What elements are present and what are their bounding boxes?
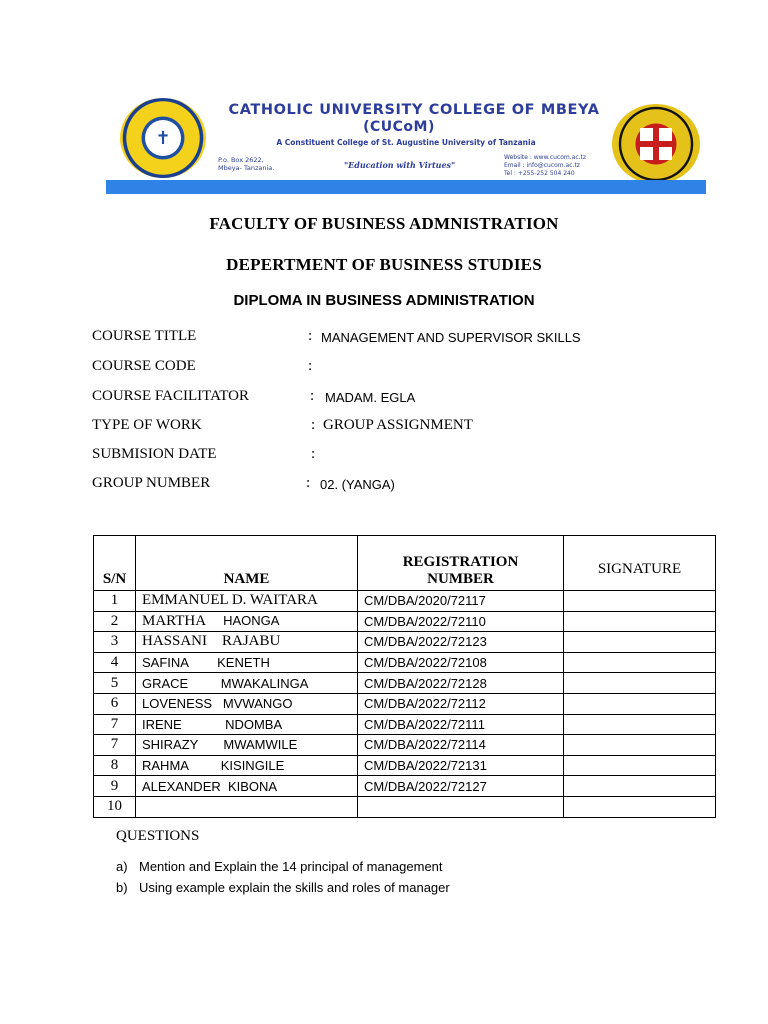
table-row <box>94 735 716 756</box>
header-signature: SIGNATURE <box>564 536 716 591</box>
row-name-last: HAONGA <box>223 613 280 629</box>
table-row <box>94 632 716 653</box>
faculty-heading: FACULTY OF BUSINESS ADMNISTRATION <box>209 214 559 233</box>
row-signature[interactable] <box>564 796 716 817</box>
row-sn: 10 <box>94 796 136 817</box>
table-row <box>94 755 716 776</box>
row-reg: CM/DBA/2020/72117 <box>358 591 564 612</box>
question-item <box>116 880 450 895</box>
colon: : <box>311 446 316 462</box>
saut-seal-icon <box>612 104 700 184</box>
work-type-value: GROUP ASSIGNMENT <box>323 417 473 433</box>
header-name: NAME <box>136 536 358 591</box>
course-code-row <box>92 358 692 378</box>
colon: : <box>311 417 316 433</box>
table-row <box>94 673 716 694</box>
college-name: CATHOLIC UNIVERSITY COLLEGE OF MBEYA <box>228 102 600 118</box>
course-title-label: COURSE TITLE <box>92 328 197 344</box>
row-signature[interactable] <box>564 611 716 632</box>
row-sn: 5 <box>94 673 136 694</box>
row-signature[interactable] <box>564 591 716 612</box>
row-name-first: MARTHA <box>142 613 207 630</box>
letterhead-bar <box>106 180 706 194</box>
table-row <box>94 611 716 632</box>
colon: : <box>310 388 315 404</box>
row-name: HASSANI RAJABU <box>136 632 358 653</box>
row-sn: 9 <box>94 776 136 797</box>
group-number-label: GROUP NUMBER <box>92 475 211 491</box>
row-signature[interactable] <box>564 755 716 776</box>
constituent-line: A Constituent College of St. Augustine University of Tanzania <box>276 138 536 147</box>
facilitator-row <box>92 388 692 408</box>
facilitator-label: COURSE FACILITATOR <box>92 388 250 404</box>
row-reg: CM/DBA/2022/72114 <box>358 735 564 756</box>
group-number-row <box>92 475 692 495</box>
row-name: LOVENESS MVWANGO <box>136 693 358 714</box>
row-signature[interactable] <box>564 652 716 673</box>
question-item <box>116 859 443 874</box>
cucom-seal-icon: ✝ <box>120 98 206 178</box>
address-line-1: P.o. Box 2622, <box>218 156 264 164</box>
table-row <box>94 714 716 735</box>
row-name <box>136 796 358 817</box>
row-sn: 7 <box>94 735 136 756</box>
address-line-2: Mbeya- Tanzania. <box>218 164 275 172</box>
row-signature[interactable] <box>564 693 716 714</box>
table-row <box>94 652 716 673</box>
table-header-row <box>94 536 716 591</box>
table-row <box>94 591 716 612</box>
row-signature[interactable] <box>564 673 716 694</box>
row-name: IRENE NDOMBA <box>136 714 358 735</box>
row-name: SHIRAZY MWAMWILE <box>136 735 358 756</box>
question-marker: a) <box>116 859 128 874</box>
row-sn: 4 <box>94 652 136 673</box>
diploma-heading: DIPLOMA IN BUSINESS ADMINISTRATION <box>233 292 535 309</box>
row-signature[interactable] <box>564 776 716 797</box>
header-sn: S/N <box>94 536 136 591</box>
row-name <box>136 611 358 632</box>
facilitator-value: MADAM. EGLA <box>325 390 416 405</box>
question-text: Using example explain the skills and roles of manager <box>139 880 450 895</box>
row-sn: 8 <box>94 755 136 776</box>
row-name: SAFINA KENETH <box>136 652 358 673</box>
row-reg: CM/DBA/2022/72127 <box>358 776 564 797</box>
row-reg: CM/DBA/2022/72108 <box>358 652 564 673</box>
row-signature[interactable] <box>564 714 716 735</box>
row-reg: CM/DBA/2022/72131 <box>358 755 564 776</box>
work-type-label: TYPE OF WORK <box>92 417 202 433</box>
row-reg <box>358 796 564 817</box>
row-reg: CM/DBA/2022/72110 <box>358 611 564 632</box>
row-sn: 1 <box>94 591 136 612</box>
row-name: ALEXANDER KIBONA <box>136 776 358 797</box>
row-name: GRACE MWAKALINGA <box>136 673 358 694</box>
course-title-value: MANAGEMENT AND SUPERVISOR SKILLS <box>321 330 581 345</box>
table-row <box>94 776 716 797</box>
course-title-row <box>92 328 692 348</box>
work-type-row <box>92 417 692 437</box>
table-row <box>94 693 716 714</box>
row-reg: CM/DBA/2022/72112 <box>358 693 564 714</box>
contact-email: Email : info@cucom.ac.tz <box>504 162 580 169</box>
letterhead <box>106 94 706 194</box>
row-sn: 2 <box>94 611 136 632</box>
submission-label: SUBMISION DATE <box>92 446 217 462</box>
college-abbr: (CUCoM) <box>363 119 435 135</box>
question-text: Mention and Explain the 14 principal of management <box>139 859 443 874</box>
colon: : <box>308 358 313 374</box>
row-sn: 3 <box>94 632 136 653</box>
row-reg: CM/DBA/2022/72111 <box>358 714 564 735</box>
row-sn: 6 <box>94 693 136 714</box>
contact-tel: Tel : +255-252 504 240 <box>504 170 575 177</box>
colon: : <box>306 475 311 491</box>
colon: : <box>308 328 313 344</box>
header-registration <box>358 536 564 591</box>
row-sn: 7 <box>94 714 136 735</box>
row-name: EMMANUEL D. WAITARA <box>136 591 358 612</box>
row-reg: CM/DBA/2022/72128 <box>358 673 564 694</box>
college-motto: "Education with Virtues" <box>344 160 456 170</box>
questions-title: QUESTIONS <box>116 828 200 844</box>
row-name: RAHMA KISINGILE <box>136 755 358 776</box>
row-reg: CM/DBA/2022/72123 <box>358 632 564 653</box>
group-number-value: 02. (YANGA) <box>320 477 395 492</box>
question-marker: b) <box>116 880 128 895</box>
row-signature[interactable] <box>564 735 716 756</box>
table-row <box>94 796 716 817</box>
header-reg-line-2: NUMBER <box>427 571 494 587</box>
row-signature[interactable] <box>564 632 716 653</box>
course-code-label: COURSE CODE <box>92 358 196 374</box>
group-members-table <box>93 535 716 818</box>
postal-address <box>218 156 308 172</box>
department-heading: DEPERTMENT OF BUSINESS STUDIES <box>226 255 542 274</box>
submission-row <box>92 446 692 466</box>
contact-website: Website : www.cucom.ac.tz <box>504 154 587 161</box>
header-reg-line-1: REGISTRATION <box>402 554 519 570</box>
